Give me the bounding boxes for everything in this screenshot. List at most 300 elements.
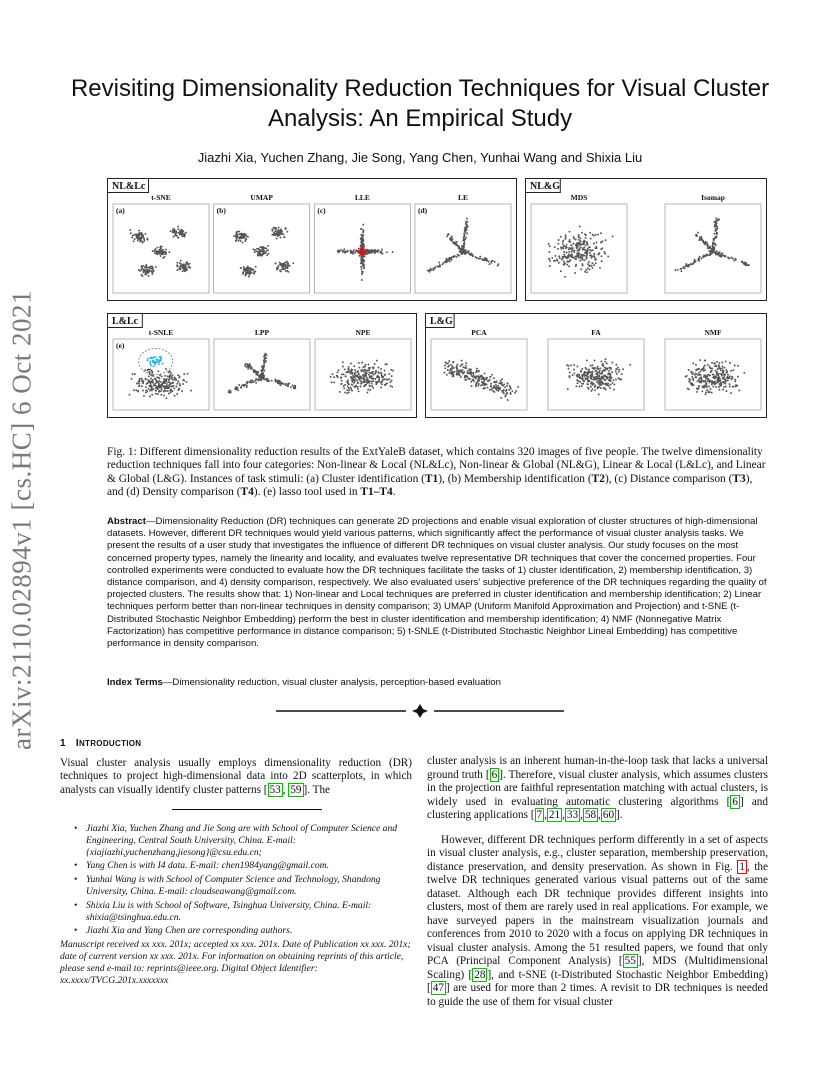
scatter-point [583, 242, 585, 244]
scatter-point [579, 260, 581, 262]
scatter-point [176, 265, 178, 267]
scatter-point [704, 385, 706, 387]
scatter-point [183, 373, 185, 375]
scatter-point [277, 265, 279, 267]
scatter-point [566, 246, 568, 248]
panel-tag: (e) [116, 341, 125, 350]
scatter-point [618, 377, 620, 379]
scatter-point [361, 271, 363, 273]
scatter-point [700, 374, 702, 376]
scatter-point [487, 387, 489, 389]
scatter-point [586, 242, 588, 244]
scatter-point [273, 234, 275, 236]
scatter-point [592, 368, 594, 370]
scatter-point [362, 239, 364, 241]
scatter-point [360, 253, 362, 255]
scatter-point [712, 373, 714, 375]
scatter-point [347, 383, 349, 385]
scatter-point [141, 378, 143, 380]
scatter-point [609, 372, 611, 374]
scatter-point [264, 358, 266, 360]
scatter-point [286, 261, 288, 263]
scatter-point [236, 237, 238, 239]
scatter-point [473, 380, 475, 382]
scatter-point [363, 260, 365, 262]
scatter-point [135, 234, 137, 236]
scatter-point [361, 382, 363, 384]
scatter-point [602, 378, 604, 380]
scatter-point [490, 262, 492, 264]
scatter-point [486, 383, 488, 385]
scatter-point [548, 243, 550, 245]
scatter-point [594, 385, 596, 387]
scatter-point [582, 374, 584, 376]
scatter-point [705, 382, 707, 384]
scatter-point [366, 392, 368, 394]
scatter-point [492, 260, 494, 262]
scatter-point [360, 245, 362, 247]
scatter-point [137, 391, 139, 393]
scatter-point [149, 396, 151, 398]
scatter-point [716, 232, 718, 234]
scatter-point [362, 374, 364, 376]
citation-link[interactable]: 47 [432, 982, 444, 994]
scatter-point [348, 371, 350, 373]
scatter-point [351, 390, 353, 392]
scatter-point [584, 252, 586, 254]
scatter-point [374, 252, 376, 254]
scatter-point [604, 375, 606, 377]
scatter-point [573, 257, 575, 259]
scatter-point [464, 377, 466, 379]
scatter-point [147, 369, 149, 371]
scatter-point [160, 255, 162, 257]
scatter-point [560, 270, 562, 272]
scatter-point [574, 272, 576, 274]
scatter-point [376, 375, 378, 377]
scatter-point [180, 268, 182, 270]
scatter-point [150, 265, 152, 267]
scatter-point [343, 385, 345, 387]
scatter-point [146, 391, 148, 393]
scatter-point [275, 380, 277, 382]
scatter-point [613, 384, 615, 386]
scatter-point [153, 269, 155, 271]
scatter-point [606, 363, 608, 365]
citation-link[interactable]: 28 [474, 968, 486, 981]
citation-link[interactable]: 60 [602, 809, 615, 821]
scatter-point [734, 379, 736, 381]
scatter-point [289, 265, 291, 267]
scatter-point [597, 254, 599, 256]
scatter-point [249, 274, 251, 276]
scatter-point [718, 218, 720, 220]
scatter-point [691, 376, 693, 378]
scatter-point [572, 247, 574, 249]
scatter-point [591, 378, 593, 380]
scatter-point [593, 235, 595, 237]
scatter-point [141, 235, 143, 237]
citation-link[interactable]: 55 [624, 955, 636, 967]
scatter-point [581, 368, 583, 370]
scatter-point [479, 256, 481, 258]
citation-link[interactable]: 58 [584, 809, 597, 821]
scatter-point [461, 363, 463, 365]
scatter-point [184, 268, 186, 270]
scatter-point [176, 269, 178, 271]
scatter-point [570, 364, 572, 366]
scatter-point [731, 257, 733, 259]
scatter-point [725, 386, 727, 388]
scatter-point [517, 386, 519, 388]
scatter-point [463, 366, 465, 368]
scatter-point [489, 376, 491, 378]
scatter-point [130, 232, 132, 234]
scatter-point [464, 229, 466, 231]
scatter-point [723, 370, 725, 372]
scatter-point [186, 381, 188, 383]
scatter-point [554, 255, 556, 257]
scatter-point [569, 371, 571, 373]
scatter-point [358, 367, 360, 369]
scatter-point [282, 263, 284, 265]
scatter-point [549, 245, 551, 247]
scatter-point [370, 251, 372, 253]
citation-link[interactable]: 6 [491, 768, 498, 781]
scatter-point [235, 240, 237, 242]
scatter-point [363, 264, 365, 266]
scatter-point [483, 384, 485, 386]
panel-tag: (c) [317, 206, 326, 215]
scatter-point [260, 251, 262, 253]
scatter-point [710, 388, 712, 390]
scatter-point [390, 369, 392, 371]
scatter-point [466, 218, 468, 220]
scatter-point [589, 246, 591, 248]
scatter-point [710, 380, 712, 382]
figure-1 [107, 178, 767, 418]
scatter-point [374, 363, 376, 365]
scatter-point [585, 255, 587, 257]
scatter-point [715, 254, 717, 256]
scatter-point [263, 363, 265, 365]
scatter-point [629, 364, 631, 366]
scatter-point [459, 369, 461, 371]
scatter-point [350, 376, 352, 378]
scatter-point [587, 377, 589, 379]
scatter-point [179, 385, 181, 387]
scatter-point [514, 392, 516, 394]
scatter-point [595, 246, 597, 248]
scatter-point [386, 363, 388, 365]
scatter-point [292, 262, 294, 264]
scatter-point [341, 380, 343, 382]
scatter-point [596, 242, 598, 244]
scatter-point [618, 369, 620, 371]
scatter-point [706, 242, 708, 244]
scatter-point [350, 363, 352, 365]
scatter-point [595, 373, 597, 375]
scatter-point [587, 268, 589, 270]
scatter-point [563, 261, 565, 263]
scatter-point [726, 390, 728, 392]
panel-title: t-SNE [151, 193, 171, 202]
scatter-point [165, 387, 167, 389]
scatter-point [390, 385, 392, 387]
scatter-point [441, 263, 443, 265]
citation-link[interactable]: 33 [566, 809, 579, 821]
scatter-point [369, 376, 371, 378]
scatter-point [714, 233, 716, 235]
scatter-point [150, 385, 152, 387]
scatter-point [271, 230, 273, 232]
affiliation-footnotes [60, 823, 412, 937]
scatter-point [178, 228, 180, 230]
scatter-point [175, 386, 177, 388]
group-label: NL&G [530, 181, 560, 192]
scatter-point [371, 385, 373, 387]
scatter-point [151, 394, 153, 396]
scatter-point [371, 378, 373, 380]
scatter-point [717, 252, 719, 254]
scatter-point [133, 389, 135, 391]
scatter-point [380, 371, 382, 373]
scatter-point [388, 378, 390, 380]
scatter-point [380, 368, 382, 370]
scatter-point [715, 228, 717, 230]
scatter-point [554, 246, 556, 248]
scatter-point [372, 378, 374, 380]
scatter-point [609, 387, 611, 389]
scatter-point [161, 375, 163, 377]
scatter-point [491, 388, 493, 390]
scatter-point [688, 381, 690, 383]
scatter-point [170, 382, 172, 384]
scatter-point [135, 389, 137, 391]
scatter-point [371, 371, 373, 373]
scatter-point [169, 385, 171, 387]
scatter-panel-fa [548, 328, 644, 410]
scatter-point [280, 382, 282, 384]
scatter-point [465, 221, 467, 223]
citation-link[interactable]: 6 [732, 795, 738, 808]
scatter-point [585, 237, 587, 239]
scatter-point [509, 387, 511, 389]
scatter-point [275, 227, 277, 229]
scatter-point [364, 369, 366, 371]
scatter-point [358, 378, 360, 380]
scatter-point [453, 361, 455, 363]
scatter-point [464, 238, 466, 240]
scatter-point [587, 263, 589, 265]
scatter-point [363, 248, 365, 250]
scatter-point [250, 382, 252, 384]
scatter-point [621, 373, 623, 375]
scatter-point [380, 387, 382, 389]
scatter-point [260, 253, 262, 255]
scatter-panel-lle [314, 193, 410, 293]
scatter-point [696, 374, 698, 376]
scatter-point [357, 388, 359, 390]
scatter-point [604, 367, 606, 369]
scatter-point [579, 240, 581, 242]
scatter-point [240, 387, 242, 389]
scatter-point [278, 380, 280, 382]
scatter-point [456, 366, 458, 368]
scatter-point [260, 369, 262, 371]
scatter-point [358, 362, 360, 364]
scatter-point [737, 365, 739, 367]
scatter-point [590, 375, 592, 377]
scatter-point [389, 381, 391, 383]
citation-link[interactable]: 59 [290, 783, 302, 796]
scatter-point [576, 246, 578, 248]
panel-frame [431, 339, 527, 410]
scatter-point [586, 271, 588, 273]
scatter-point [582, 378, 584, 380]
scatter-point [744, 262, 746, 264]
scatter-point [351, 378, 353, 380]
figure-link[interactable]: 1 [739, 860, 745, 873]
scatter-point [711, 362, 713, 364]
scatter-point [575, 264, 577, 266]
scatter-point [366, 377, 368, 379]
scatter-point [181, 229, 183, 231]
scatter-point [729, 375, 731, 377]
scatter-point [246, 384, 248, 386]
scatter-point [701, 258, 703, 260]
scatter-point [149, 381, 151, 383]
scatter-point [375, 383, 377, 385]
citation-link[interactable]: 7 [536, 809, 543, 821]
scatter-point [710, 247, 712, 249]
scatter-point [287, 264, 289, 266]
scatter-point [495, 384, 497, 386]
scatter-point [603, 251, 605, 253]
scatter-point [579, 244, 581, 246]
scatter-point [247, 236, 249, 238]
scatter-point [143, 238, 145, 240]
scatter-point [720, 384, 722, 386]
scatter-point [165, 251, 167, 253]
scatter-point [549, 265, 551, 267]
scatter-point [580, 371, 582, 373]
scatter-point [354, 369, 356, 371]
citation-link[interactable]: 21 [548, 809, 561, 821]
scatter-point [585, 269, 587, 271]
scatter-point [721, 382, 723, 384]
scatter-point [376, 360, 378, 362]
scatter-point [154, 252, 156, 254]
scatter-point [564, 238, 566, 240]
scatter-point [598, 375, 600, 377]
scatter-point [560, 236, 562, 238]
scatter-point [598, 386, 600, 388]
scatter-point [159, 249, 161, 251]
scatter-point [719, 368, 721, 370]
scatter-point [709, 381, 711, 383]
scatter-point [353, 365, 355, 367]
scatter-point [504, 395, 506, 397]
scatter-point [186, 268, 188, 270]
scatter-point [131, 236, 133, 238]
scatter-point [569, 231, 571, 233]
intro-paragraph-1: Visual cluster analysis usually employs dimensionality reduction (DR) techniques to project high-dimensional data into 2D scatterplots, in which analysts can visually identify cluster patterns [ 53 , 59 ]. The [60, 756, 412, 796]
scatter-point [364, 385, 366, 387]
scatter-point [373, 250, 375, 252]
scatter-point [339, 391, 341, 393]
scatter-point [607, 382, 609, 384]
scatter-point [175, 235, 177, 237]
scatter-point [451, 371, 453, 373]
scatter-point [364, 372, 366, 374]
scatter-point [362, 366, 364, 368]
scatter-point [588, 380, 590, 382]
scatter-point [444, 364, 446, 366]
scatter-point [165, 368, 167, 370]
panel-title: LLE [354, 193, 370, 202]
scatter-point [575, 258, 577, 260]
scatter-point [187, 373, 189, 375]
scatter-point [177, 374, 179, 376]
scatter-point [233, 235, 235, 237]
scatter-point [182, 235, 184, 237]
scatter-point [593, 255, 595, 257]
scatter-point [248, 366, 250, 368]
scatter-point [361, 361, 363, 363]
scatter-point [501, 378, 503, 380]
scatter-point [591, 371, 593, 373]
scatter-point [164, 375, 166, 377]
scatter-point [360, 266, 362, 268]
citation-link[interactable]: 53 [269, 783, 281, 796]
scatter-point [133, 240, 135, 242]
scatter-point [164, 256, 166, 258]
scatter-point [692, 378, 694, 380]
scatter-point [165, 248, 167, 250]
scatter-point [572, 243, 574, 245]
scatter-point [167, 375, 169, 377]
scatter-point [731, 376, 733, 378]
scatter-point [140, 239, 142, 241]
scatter-point [615, 368, 617, 370]
scatter-point [344, 391, 346, 393]
scatter-point [738, 389, 740, 391]
scatter-point [347, 371, 349, 373]
scatter-point [551, 257, 553, 259]
scatter-point [348, 391, 350, 393]
scatter-point [348, 366, 350, 368]
scatter-point [162, 363, 164, 365]
scatter-point [704, 369, 706, 371]
scatter-point [353, 386, 355, 388]
scatter-point [737, 376, 739, 378]
scatter-point [727, 379, 729, 381]
scatter-point [247, 265, 249, 267]
scatter-point [744, 264, 746, 266]
scatter-point [363, 266, 365, 268]
scatter-point [558, 239, 560, 241]
scatter-point [580, 257, 582, 259]
scatter-point [182, 264, 184, 266]
scatter-point [262, 373, 264, 375]
scatter-point [454, 371, 456, 373]
scatter-point [280, 270, 282, 272]
scatter-point [714, 226, 716, 228]
scatter-point [230, 391, 232, 393]
scatter-point [294, 385, 296, 387]
scatter-point [463, 236, 465, 238]
